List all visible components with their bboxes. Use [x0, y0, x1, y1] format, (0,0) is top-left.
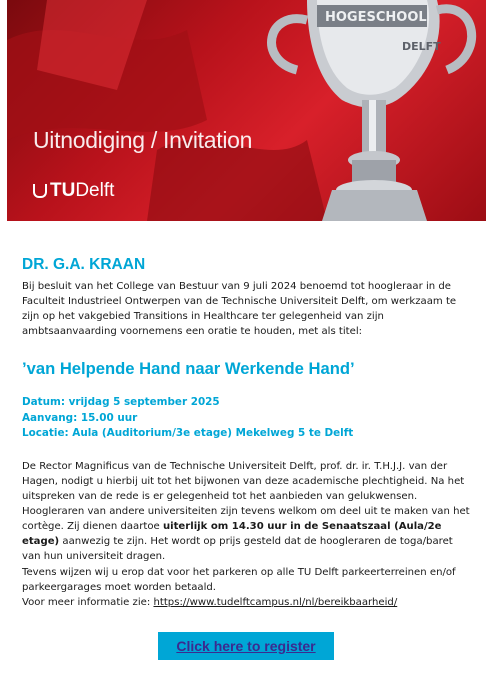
trophy-engraving: HOGESCHOOL — [325, 10, 427, 25]
tu-delft-logo — [33, 180, 114, 202]
event-date: Datum: vrijdag 5 september 2025 — [22, 396, 220, 409]
rector-paragraph: De Rector Magnificus van de Technische Universiteit Delft, prof. dr. ir. T.H.J.J. van der Hagen, nodigt u hierbij uit tot het bijwonen van deze academische plechtigheid. Na het uitspreken van de rede is er gelegenheid tot het aanbieden van gelukwensen. — [22, 460, 465, 503]
professors-paragraph — [22, 504, 474, 564]
professor-name: DR. G.A. KRAAN — [22, 256, 146, 273]
event-details — [22, 395, 474, 442]
professors-text-a: Hoogleraren van andere universiteiten zijn tevens welkom om deel uit te maken van het cortège. Zij dienen daartoe — [22, 506, 470, 533]
parking-paragraph: Tevens wijzen wij u erop dat voor het parkeren op alle TU Delft parkeerterreinen en/of parkeergarages moet worden betaald. — [22, 566, 456, 593]
event-start: Aanvang: 15.00 uur — [22, 411, 138, 424]
tu-flame-icon — [33, 184, 47, 198]
event-location: Locatie: Aula (Auditorium/3e etage) Mekelweg 5 te Delft — [22, 427, 354, 440]
invitation-heading: Uitnodiging / Invitation — [33, 127, 253, 153]
logo-delft-text: Delft — [75, 180, 115, 201]
info-paragraph — [22, 595, 474, 610]
invitation-body — [22, 256, 474, 610]
info-link[interactable]: https://www.tudelftcampus.nl/nl/bereikbaarheid/ — [153, 596, 398, 608]
logo-tu-text: TU — [50, 180, 76, 201]
info-label: Voor meer informatie zie: — [22, 596, 154, 608]
intro-paragraph: Bij besluit van het College van Bestuur van 9 juli 2024 benoemd tot hoogleraar in de Faculteit Industrieel Ontwerpen van de Technische Universiteit Delft, om werkzaam te zijn op het vakgebied Transitions in Healthcare ter gelegenheid van zijn ambtsaanvaarding voornemens een oratie te houden, met als titel: — [22, 281, 457, 338]
register-link[interactable]: Click here to register — [176, 638, 316, 654]
trophy-delft-text: DELFT — [402, 40, 441, 53]
professors-deadline: uiterlijk om 14.30 uur in de Senaatszaal (Aula/2e etage) — [22, 521, 442, 548]
register-button[interactable] — [158, 632, 334, 660]
details-text — [22, 459, 474, 610]
lecture-title: ’van Helpende Hand naar Werkende Hand’ — [22, 359, 355, 379]
header-banner — [7, 0, 486, 221]
professors-text-b: aanwezig te zijn. Het wordt op prijs gesteld dat de hoogleraren de toga/baret van hun universiteit dragen. — [22, 536, 453, 563]
